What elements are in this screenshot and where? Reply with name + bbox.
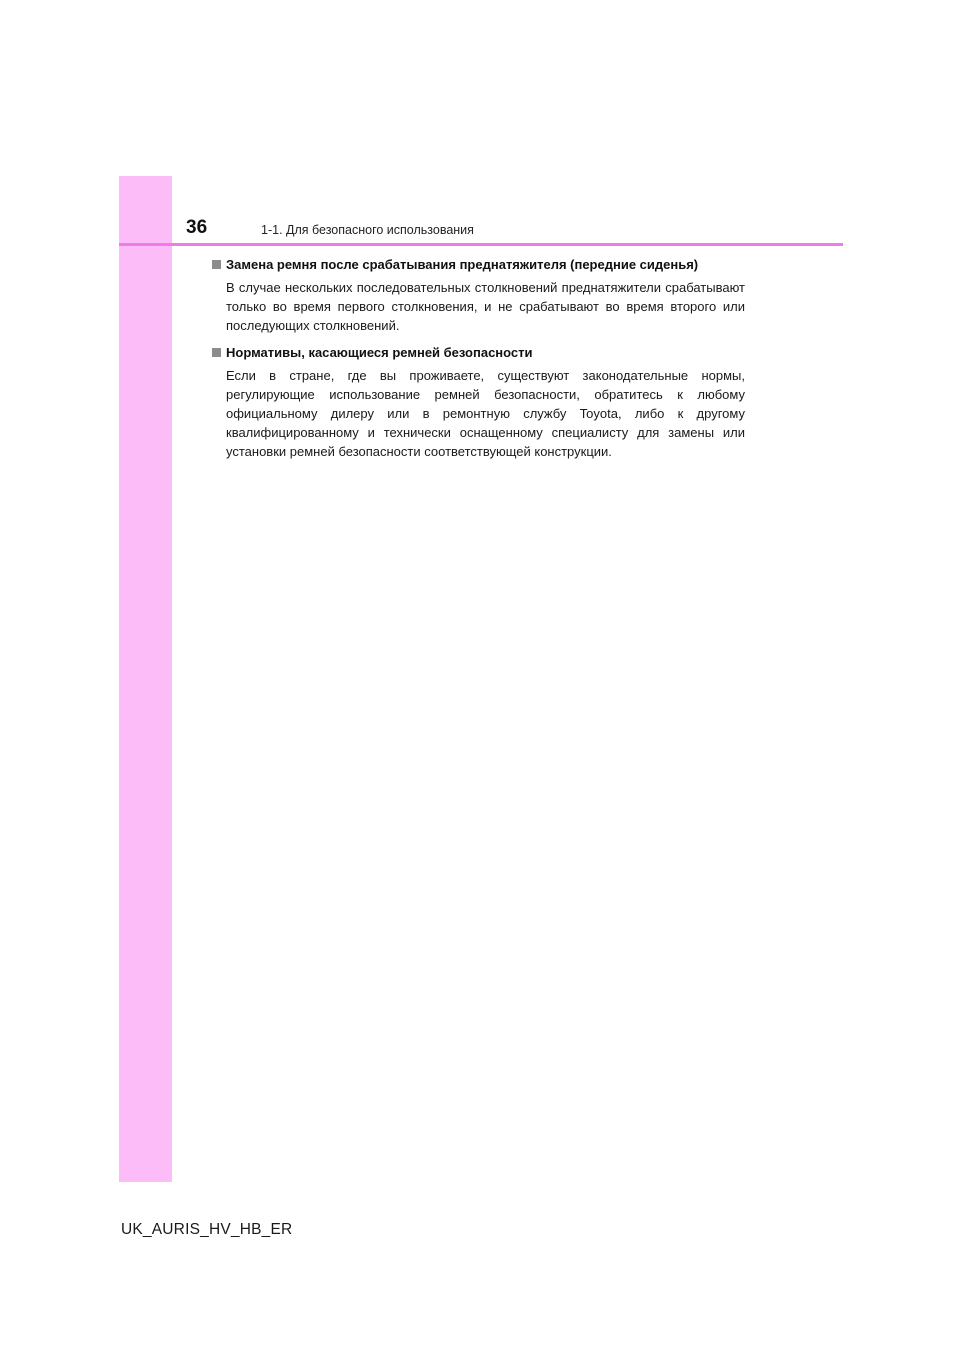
section-body: В случае нескольких последовательных столкновений преднатяжители срабатывают только во время первого столкновения, и не срабатывают во время второго или последующих столкновений. [226, 280, 745, 334]
header-rule [119, 243, 843, 246]
section-title: 1-1. Для безопасного использования [261, 223, 474, 237]
page-content [211, 255, 745, 469]
square-bullet-icon [212, 260, 221, 269]
square-bullet-icon [212, 348, 221, 357]
section-heading-text: Нормативы, касающиеся ремней безопасности [226, 344, 533, 360]
side-color-band [119, 176, 172, 1182]
section-heading [211, 343, 745, 363]
section-heading [211, 255, 745, 275]
page-number: 36 [186, 217, 208, 238]
section-heading-text: Замена ремня после срабатывания преднатяжителя (передние сиденья) [226, 257, 699, 272]
document-code: UK_AURIS_HV_HB_ER [121, 1221, 293, 1238]
section-belt-replacement [211, 255, 745, 336]
section-body: Если в стране, где вы проживаете, существуют законодательные нормы, регулирующие использование ремней безопасности, обратитесь к любому официальному дилеру или в ремонтную службу Toyota, либо к другому квалифицированному и технически оснащенному специалисту для замены или установки ремней безопасности соответствующей конструкции. [226, 367, 745, 460]
section-belt-regulations [211, 343, 745, 462]
